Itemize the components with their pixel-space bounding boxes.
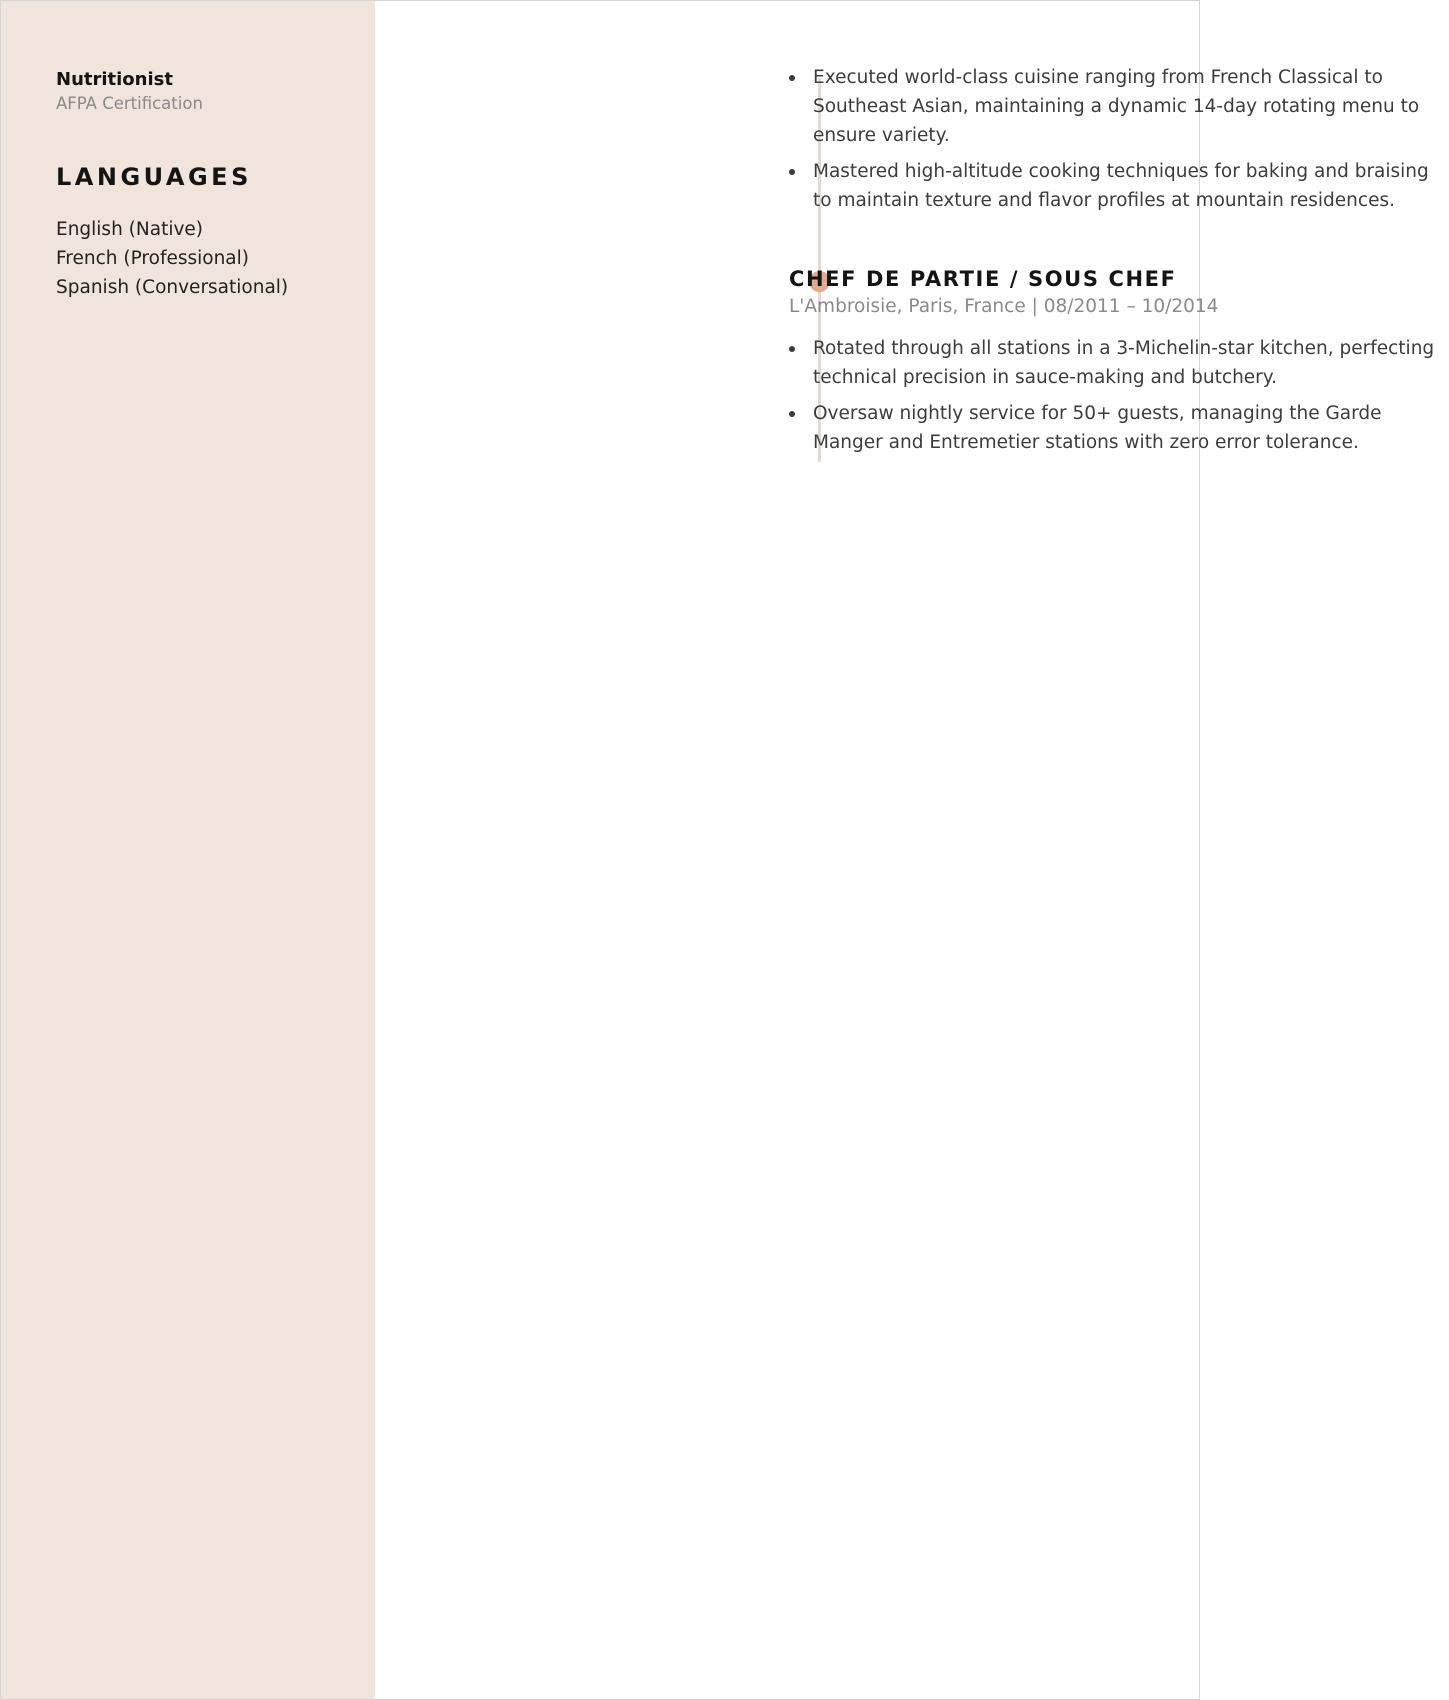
experience-bullets [789, 63, 1449, 215]
certification-issuer: AFPA Certification [56, 94, 203, 113]
language-item: French (Professional) [56, 248, 249, 269]
main-content [375, 1, 1435, 1699]
experience-entry-continued [789, 63, 1449, 222]
certification-block [56, 69, 375, 115]
job-title: CHEF DE PARTIE / SOUS CHEF [789, 267, 1177, 291]
certification-name: Nutritionist [56, 69, 173, 90]
bullet-item: Executed world-class cuisine ranging from French Classical to Southeast Asian, maintaining a dynamic 14-day rotating menu to ensure variety. [789, 63, 1449, 150]
bullet-item: Mastered high-altitude cooking techniques for baking and braising to maintain texture and flavor profiles at mountain residences. [789, 157, 1449, 215]
bullet-item: Rotated through all stations in a 3-Michelin-star kitchen, perfecting technical precision in sauce-making and butchery. [789, 334, 1449, 392]
experience-bullets [789, 334, 1449, 457]
bullet-item: Oversaw nightly service for 50+ guests, managing the Garde Manger and Entremetier stations with zero error tolerance. [789, 399, 1449, 457]
sidebar [1, 1, 375, 1699]
experience-entry [789, 266, 1449, 464]
language-item: Spanish (Conversational) [56, 277, 289, 298]
language-item: English (Native) [56, 219, 204, 240]
job-meta: L'Ambroisie, Paris, France | 08/2011 – 10/2014 [789, 296, 1219, 317]
languages-heading: LANGUAGES [56, 163, 252, 191]
languages-list [56, 215, 375, 302]
